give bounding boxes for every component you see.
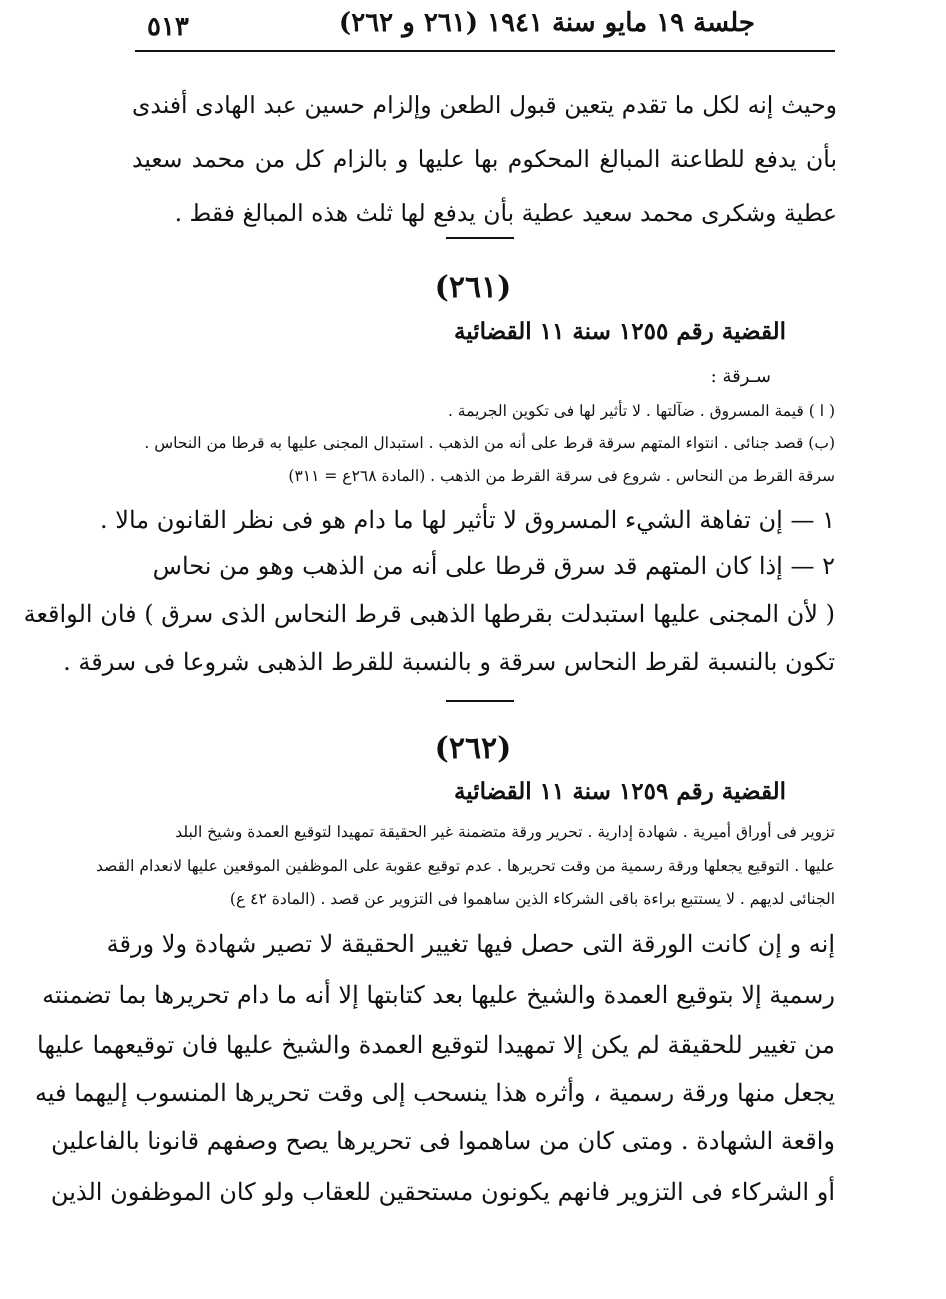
- section-separator: [446, 700, 514, 702]
- header-rule: [135, 50, 835, 52]
- case-262-body-line: إنه و إن كانت الورقة التى حصل فيها تغيير الحقيقة لا تصير شهادة ولا ورقة: [106, 930, 835, 958]
- case-261-summary-line: ( ا ) قيمة المسروق . ضآلتها . لا تأثير لها فى تكوين الجريمة .: [447, 402, 835, 420]
- page-number: ٥١٣: [147, 12, 189, 42]
- case-261-holding: ( لأن المجنى عليها استبدلت بقرطها الذهبى قرط النحاس الذى سرق ) فان الواقعة: [23, 600, 835, 628]
- case-262-body-line: من تغيير للحقيقة لم يكن إلا تمهيدا لتوقيع العمدة والشيخ عليها فان توقيعهما عليها: [37, 1031, 835, 1059]
- case-262-number: (٢٦٢): [434, 731, 512, 766]
- case-262-body-line: يجعل منها ورقة رسمية ، وأثره هذا ينسحب إلى وقت تحريرها المنسوب إليهما فيه: [34, 1079, 835, 1107]
- case-261-topic: سـرقة :: [710, 366, 771, 387]
- case-262-summary-line: الجنائى لديهم . لا يستتبع براءة باقى الشركاء الذين ساهموا فى التزوير عن قصد . (المادة ٤٢ ع): [229, 890, 835, 908]
- case-262-body-line: أو الشركاء فى التزوير فانهم يكونون مستحقين للعقاب ولو كان الموظفون الذين: [50, 1178, 835, 1206]
- case-261-holding: تكون بالنسبة لقرط النحاس سرقة و بالنسبة للقرط الذهبى شروعا فى سرقة .: [63, 648, 835, 676]
- case-262-summary-line: عليها . التوقيع يجعلها ورقة رسمية من وقت تحريرها . عدم توقيع عقوبة على الموظفين الموقعين عليها لانعدام القصد: [96, 857, 835, 875]
- section-separator: [446, 237, 514, 239]
- intro-paragraph: وحيث إنه لكل ما تقدم يتعين قبول الطعن وإلزام حسين عبد الهادى أفندى بأن يدفع للطاعنة المبالغ المحكوم بها عليها و بالزام كل من محمد سعيد عطية وشكرى محمد سعيد عطية بأن يدفع لها ثلث هذه المبالغ فقط .: [132, 91, 837, 227]
- case-262-summary-line: تزوير فى أوراق أميرية . شهادة إدارية . تحرير ورقة متضمنة غير الحقيقة تمهيدا لتوقيع العمدة وشيخ البلد: [175, 823, 835, 841]
- running-header: [135, 0, 835, 50]
- case-261-holding: ٢ — إذا كان المتهم قد سرق قرطا على أنه من الذهب وهو من نحاس: [152, 552, 835, 580]
- case-262-body-line: واقعة الشهادة . ومتى كان من ساهموا فى تحريرها يصح وصفهم قانونا بالفاعلين: [51, 1127, 835, 1155]
- case-261-holding: ١ — إن تفاهة الشيء المسروق لا تأثير لها ما دام هو فى نظر القانون مالا .: [100, 506, 835, 534]
- case-261-number: (٢٦١): [434, 270, 512, 305]
- case-261-summary-line: (ب) قصد جنائى . انتواء المتهم سرقة قرط على أنه من الذهب . استبدال المجنى عليها به قرطا من النحاس .: [144, 434, 835, 452]
- case-262-body-line: رسمية إلا بتوقيع العمدة والشيخ عليها بعد كتابتها إلا أنه ما دام تحريرها بما تضمنته: [42, 981, 835, 1009]
- case-261-summary-line: سرقة القرط من النحاس . شروع فى سرقة القرط من الذهب . (المادة ٢٦٨ع = ٣١١): [288, 467, 835, 485]
- header-title: جلسة ١٩ مايو سنة ١٩٤١ (٢٦١ و ٢٦٢): [338, 8, 755, 38]
- case-261-subtitle: القضية رقم ١٢٥٥ سنة ١١ القضائية: [453, 318, 786, 345]
- case-262-subtitle: القضية رقم ١٢٥٩ سنة ١١ القضائية: [453, 778, 786, 805]
